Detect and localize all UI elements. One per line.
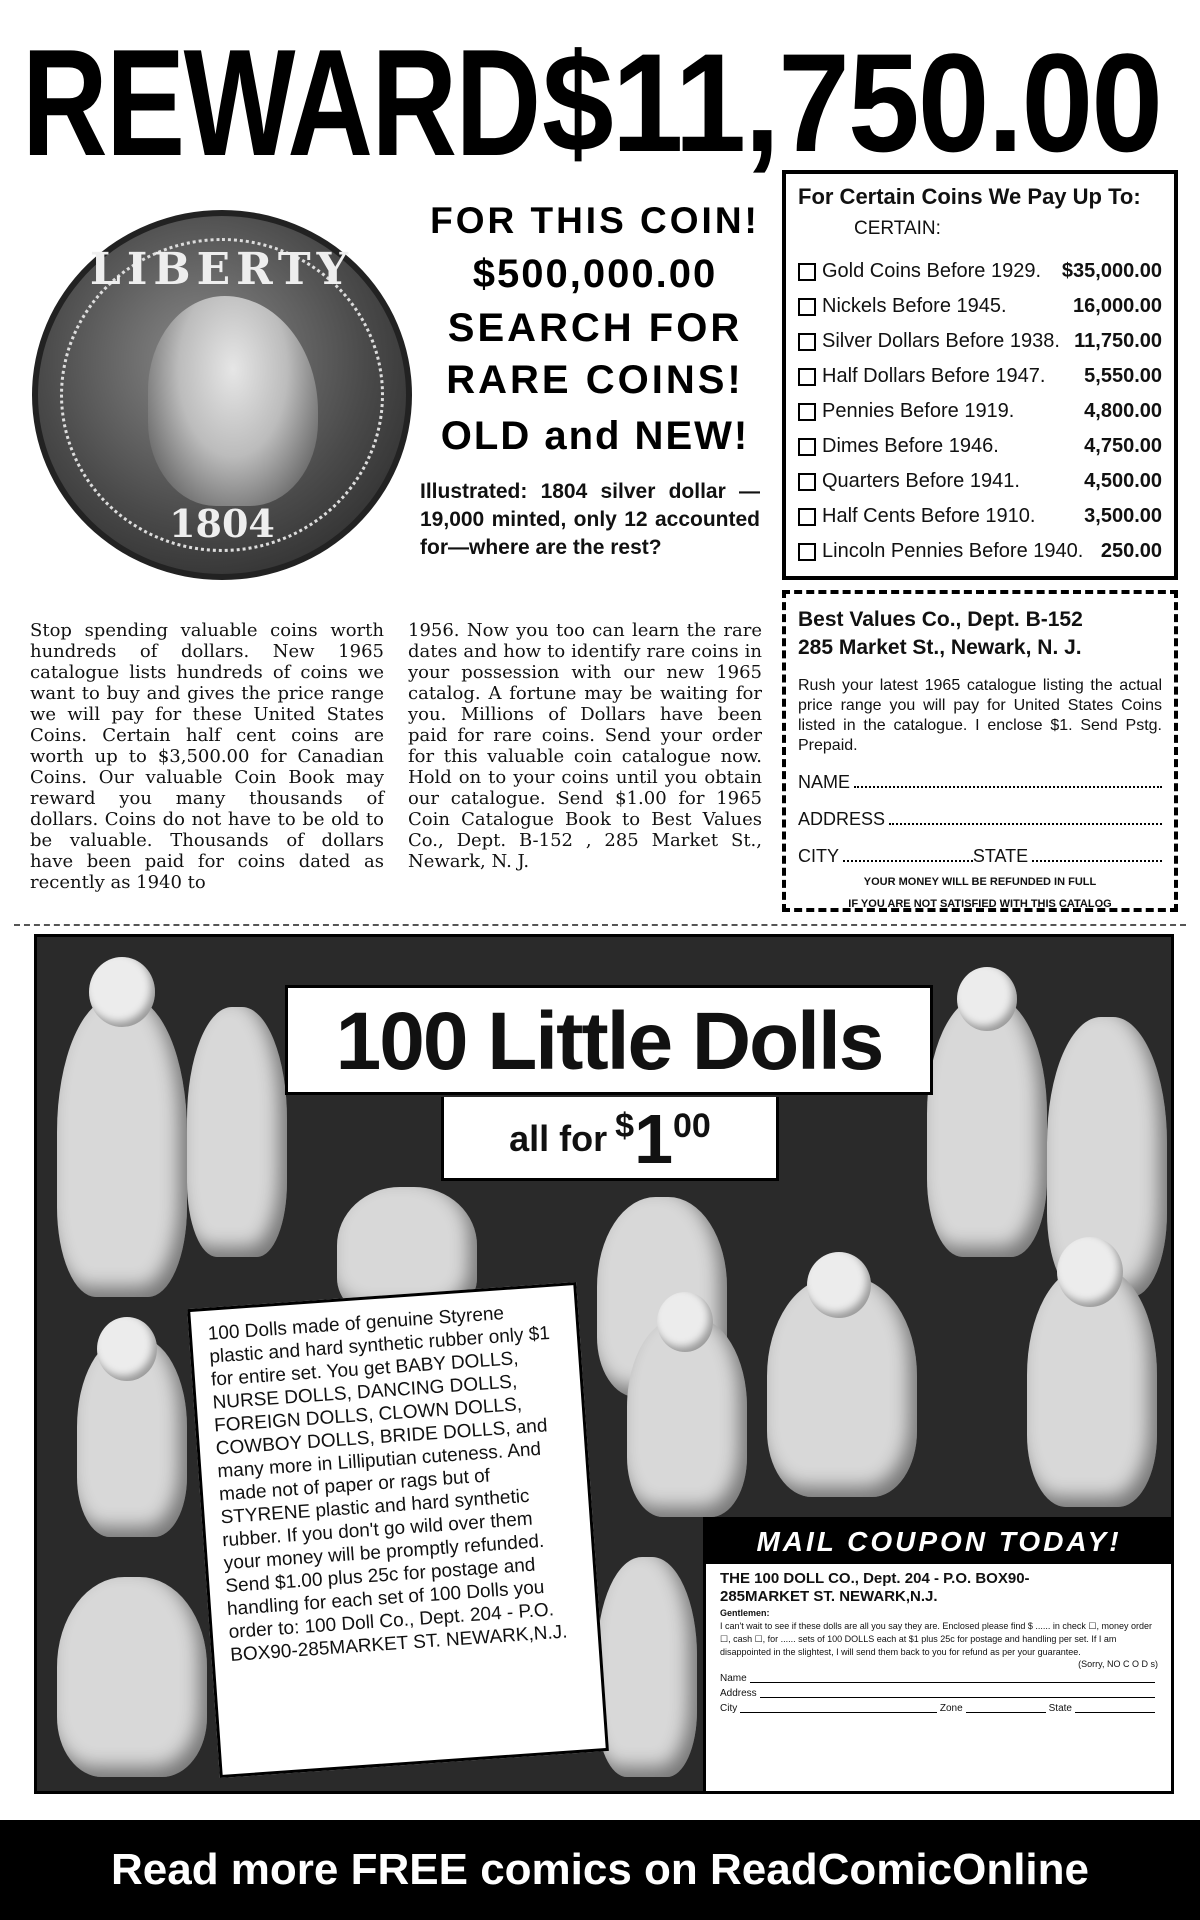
field-line[interactable] [843, 846, 973, 862]
coin-price: 4,500.00 [1084, 470, 1162, 492]
coupon-address: 285MARKET ST. NEWARK,N.J. [720, 1588, 938, 1605]
coin-price: 4,750.00 [1084, 435, 1162, 457]
headline-reward: REWARD [22, 18, 540, 188]
coin-name: Silver Dollars Before 1938. [822, 330, 1060, 352]
coin-name: Nickels Before 1945. [822, 295, 1007, 317]
field-label: State [1048, 1703, 1072, 1714]
tagline-line: RARE COINS! [446, 358, 744, 402]
form-company-line: 285 Market St., Newark, N. J. [798, 636, 1082, 659]
price-row [798, 429, 1162, 464]
dolls-title: 100 Little Dolls [285, 985, 933, 1095]
field-label: ADDRESS [798, 809, 886, 829]
form-message: Rush your latest 1965 catalogue listing the actual price range you will pay for United States Coins listed in the catalogue. I enclose $1. Send Pstg. Prepaid. [798, 677, 1162, 754]
field-label: STATE [972, 846, 1029, 866]
field-line[interactable] [1032, 846, 1162, 862]
checkbox[interactable] [798, 368, 816, 386]
doll-figure [807, 1252, 871, 1318]
refund-note: YOUR MONEY WILL BE REFUNDED IN FULL [863, 876, 1097, 888]
price-row [798, 464, 1162, 499]
checkbox[interactable] [798, 333, 816, 351]
price-cents: 00 [673, 1106, 711, 1145]
coupon-address: THE 100 DOLL CO., Dept. 204 - P.O. BOX90- [720, 1570, 1030, 1587]
coin-name: Quarters Before 1941. [822, 470, 1020, 492]
field-label: CITY [798, 846, 840, 866]
price-row [798, 254, 1162, 289]
doll-figure [57, 997, 187, 1297]
coin-legend: LIBERTY [89, 244, 355, 295]
coin-name: Lincoln Pennies Before 1940. [822, 540, 1084, 562]
price-box-subtitle: CERTAIN: [854, 218, 941, 239]
coupon-address-field[interactable] [720, 1688, 1158, 1699]
checkbox[interactable] [798, 543, 816, 561]
coin-tagline [420, 200, 770, 470]
headline [22, 18, 1182, 188]
coin-name: Gold Coins Before 1929. [822, 260, 1042, 282]
checkbox[interactable] [798, 508, 816, 526]
price-box-title: For Certain Coins We Pay Up To: [798, 184, 1141, 209]
dolls-ad [34, 934, 1174, 1794]
section-divider [14, 924, 1186, 926]
coupon-header: MAIL COUPON TODAY! [706, 1520, 1172, 1564]
price-row [798, 359, 1162, 394]
field-label: Address [720, 1688, 757, 1699]
coin-price: $35,000.00 [1061, 260, 1162, 282]
address-field[interactable] [798, 809, 1162, 830]
form-company-line: Best Values Co., Dept. B-152 [798, 608, 1083, 631]
body-text-col1: Stop spending valuable coins worth hundreds of dollars. New 1965 catalogue lists hundreds of coins we want to buy and gives the price range we will pay for these United States Coins. Certain half cent coins are worth up to $3,500.00 for Canadian Coins. Our valuable Coin Book may reward you many thousands of dollars. Coins do not have to be old to be valuable. Thousands of dollars have been paid for coins dated as recently as 1940 to [30, 620, 384, 893]
doll-figure [657, 1292, 713, 1352]
coin-price: 11,750.00 [1074, 330, 1162, 352]
illustrated-caption: Illustrated: 1804 silver dollar —19,000 minted, only 12 accounted for—where are the rest? [420, 480, 760, 559]
price-one: 1 [634, 1100, 674, 1178]
coupon-city-field[interactable] [720, 1703, 1158, 1714]
coin-price: 3,500.00 [1084, 505, 1162, 527]
price-row [798, 394, 1162, 429]
coin-name: Half Dollars Before 1947. [822, 365, 1046, 387]
checkbox[interactable] [798, 473, 816, 491]
field-line[interactable] [1075, 1703, 1155, 1713]
tagline-line: OLD and NEW! [440, 414, 750, 458]
dolls-description: 100 Dolls made of genuine Styrene plastic and hard synthetic rubber only $1 for entire set. You get BABY DOLLS, NURSE DOLLS, DANCING DOLLS, FOREIGN DOLLS, CLOWN DOLLS, COWBOY DOLLS, BRIDE DOLLS, and many more in Lilliputian cuteness. And made not of paper or rags but of STYRENE plastic and hard synthetic rubber. If you don't go wild over them your money will be promptly refunded. Send $1.00 plus 25c for postage and handling for each set of 100 Dolls you order to: 100 Doll Co., Dept. 204 - P.O. BOX90-285MARKET ST. NEWARK,N.J. [187, 1282, 609, 1778]
coupon-message: I can't wait to see if these dolls are all you say they are. Enclosed please find $ ...... in check ☐, money order ☐, cash ☐, for ...... sets of 100 DOLLS each at $1 plus 25c for postage and handling per set. If I am disappointed in the slightest, I will send them back to you for refund as per your guarantee. [720, 1621, 1153, 1657]
field-label: NAME [798, 772, 851, 792]
doll-figure [1057, 1237, 1123, 1307]
all-for-label: all for [509, 1118, 608, 1159]
tagline-line: FOR THIS COIN! [430, 200, 760, 241]
field-line[interactable] [854, 772, 1162, 788]
field-line[interactable] [740, 1703, 937, 1713]
tagline-line: $500,000.00 [472, 252, 718, 296]
city-state-field[interactable] [798, 846, 1162, 867]
coin-price: 16,000.00 [1073, 295, 1162, 317]
doll-figure [957, 967, 1017, 1031]
coin-name: Pennies Before 1919. [822, 400, 1015, 422]
field-line[interactable] [750, 1673, 1155, 1683]
doll-figure [597, 1557, 697, 1777]
coin-price: 4,800.00 [1084, 400, 1162, 422]
coin-price: 5,550.00 [1084, 365, 1162, 387]
dolls-price-tag [441, 1097, 779, 1181]
price-row [798, 289, 1162, 324]
coin-price: 250.00 [1100, 540, 1162, 562]
coupon-no-cod: (Sorry, NO C O D s) [1078, 1659, 1158, 1669]
coin-year: 1804 [169, 501, 275, 546]
checkbox[interactable] [798, 403, 816, 421]
price-row [798, 499, 1162, 534]
doll-figure [927, 997, 1047, 1257]
doll-figure [97, 1317, 157, 1381]
checkbox[interactable] [798, 438, 816, 456]
doll-figure [187, 1007, 287, 1257]
coin-name: Half Cents Before 1910. [822, 505, 1036, 527]
tagline-line: SEARCH FOR [447, 306, 743, 350]
dolls-coupon [703, 1517, 1174, 1794]
field-label: Zone [939, 1703, 963, 1714]
field-line[interactable] [966, 1703, 1046, 1713]
checkbox[interactable] [798, 298, 816, 316]
headline-amount: $11,750.00 [542, 24, 1162, 181]
price-box [782, 170, 1178, 580]
checkbox[interactable] [798, 263, 816, 281]
doll-figure [89, 957, 155, 1027]
name-field[interactable] [798, 772, 1162, 793]
coupon-name-field[interactable] [720, 1673, 1158, 1684]
footer-banner[interactable]: Read more FREE comics on ReadComicOnline [0, 1820, 1200, 1920]
coin-name: Dimes Before 1946. [822, 435, 999, 457]
body-text-col2: 1956. Now you too can learn the rare dates and how to identify rare coins in your possession with our new 1965 catalog. A fortune may be waiting for you. Millions of Dollars have been paid for rare coins. Send your order for this valuable coin catalogue now. Hold on to your coins until you obtain our catalogue. Send $1.00 for 1965 Coin Catalogue Book to Best Values Co., Dept. B-152 , 285 Market St., Newark, N. J. [408, 620, 762, 872]
price-row [798, 534, 1162, 569]
coupon-greeting: Gentlemen: [720, 1608, 770, 1618]
field-label: City [720, 1703, 738, 1714]
refund-note: IF YOU ARE NOT SATISFIED WITH THIS CATALOG [848, 898, 1112, 910]
coin-order-form [782, 590, 1178, 912]
field-line[interactable] [760, 1688, 1155, 1698]
price-dollar: $ [615, 1106, 635, 1145]
coin-illustration [32, 210, 412, 580]
doll-figure [57, 1577, 207, 1777]
field-label: Name [720, 1673, 747, 1684]
price-row [798, 324, 1162, 359]
field-line[interactable] [889, 809, 1162, 825]
